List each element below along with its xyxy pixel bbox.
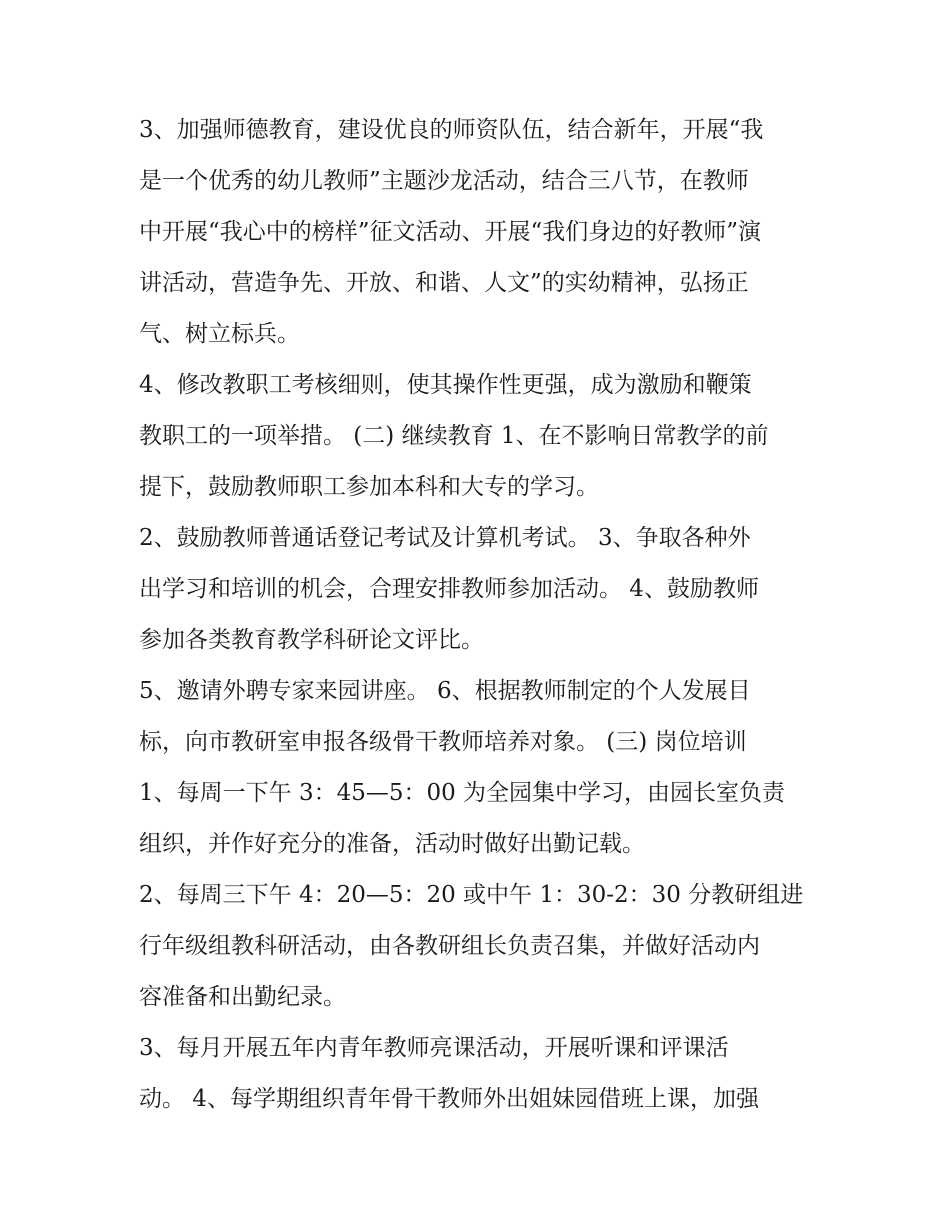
text-line: 3、加强师德教育，建设优良的师资队伍，结合新年，开展“我 (139, 117, 764, 143)
text-line: 容准备和出勤纪录。 (139, 984, 346, 1010)
text-line: 4、修改教职工考核细则，使其操作性更强，成为激励和鞭策 (139, 372, 752, 398)
text-line: 5、邀请外聘专家来园讲座。 6、根据教师制定的个人发展目 (139, 678, 751, 704)
text-line: 2、每周三下午 4：20—5：20 或中午 1：30-2：30 分教研组进 (139, 882, 804, 908)
text-line: 3、每月开展五年内青年教师亮课活动，开展听课和评课活 (139, 1035, 729, 1061)
text-line: 行年级组教科研活动，由各教研组长负责召集，并做好活动内 (139, 933, 760, 959)
text-line: 气、树立标兵。 (139, 321, 300, 347)
text-line: 讲活动，营造争先、开放、和谐、人文”的实幼精神，弘扬正 (139, 270, 749, 296)
text-line: 动。 4、每学期组织青年骨干教师外出姐妹园借班上课，加强 (139, 1086, 759, 1112)
text-line: 中开展“我心中的榜样”征文活动、开展“我们身边的好教师”演 (139, 219, 762, 245)
text-line: 提下，鼓励教师职工参加本科和大专的学习。 (139, 474, 599, 500)
text-line: 2、鼓励教师普通话登记考试及计算机考试。 3、争取各种外 (139, 525, 751, 551)
text-line: 是一个优秀的幼儿教师”主题沙龙活动，结合三八节，在教师 (139, 168, 749, 194)
text-line: 组织，并作好充分的准备，活动时做好出勤记载。 (139, 831, 645, 857)
text-line: 1、每周一下午 3：45—5：00 为全园集中学习，由园长室负责 (139, 780, 786, 806)
document-body (139, 105, 819, 1125)
text-line: 教职工的一项举措。 (二) 继续教育 1、在不影响日常教学的前 (139, 423, 769, 449)
text-line: 出学习和培训的机会，合理安排教师参加活动。 4、鼓励教师 (139, 576, 759, 602)
text-line: 参加各类教育教学科研论文评比。 (139, 627, 484, 653)
text-line: 标，向市教研室申报各级骨干教师培养对象。 (三) 岗位培训 (139, 729, 747, 755)
